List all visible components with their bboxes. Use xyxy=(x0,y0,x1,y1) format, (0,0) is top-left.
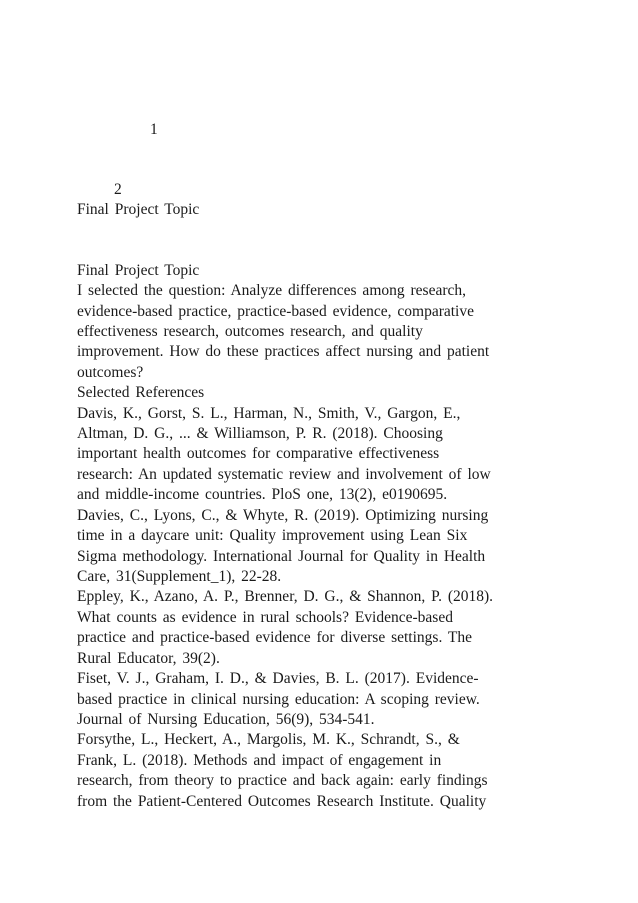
text-line: based practice in clinical nursing education: A scoping review. xyxy=(77,691,480,708)
text-line: effectiveness research, outcomes research, and quality xyxy=(77,323,423,340)
text-line: research, from theory to practice and back again: early findings xyxy=(77,772,488,789)
text-line: Frank, L. (2018). Methods and impact of engagement in xyxy=(77,752,442,769)
text-line: important health outcomes for comparative effectiveness xyxy=(77,445,440,462)
text-line: Sigma methodology. International Journal for Quality in Health xyxy=(77,548,486,565)
page-number-2: 2 xyxy=(114,181,122,198)
text-line: What counts as evidence in rural schools? Evidence-based xyxy=(77,609,453,626)
text-line: Davis, K., Gorst, S. L., Harman, N., Smith, V., Gargon, E., xyxy=(77,405,461,422)
text-line: Fiset, V. J., Graham, I. D., & Davies, B. L. (2017). Evidence- xyxy=(77,670,479,687)
text-line: I selected the question: Analyze differences among research, xyxy=(77,282,466,299)
text-line: Care, 31(Supplement_1), 22-28. xyxy=(77,568,282,585)
text-line: improvement. How do these practices affect nursing and patient xyxy=(77,343,490,360)
text-line: from the Patient-Centered Outcomes Research Institute. Quality xyxy=(77,793,487,810)
text-line: Eppley, K., Azano, A. P., Brenner, D. G., & Shannon, P. (2018). xyxy=(77,588,494,605)
text-line: evidence-based practice, practice-based evidence, comparative xyxy=(77,303,474,320)
text-line: outcomes? xyxy=(77,364,144,381)
text-line: Altman, D. G., ... & Williamson, P. R. (2018). Choosing xyxy=(77,425,443,442)
text-line: practice and practice-based evidence for diverse settings. The xyxy=(77,629,473,646)
text-line: and middle-income countries. PloS one, 13(2), e0190695. xyxy=(77,486,448,503)
text-line: Forsythe, L., Heckert, A., Margolis, M. K., Schrandt, S., & xyxy=(77,731,460,748)
text-line: time in a daycare unit: Quality improvement using Lean Six xyxy=(77,527,468,544)
section-heading: Selected References xyxy=(77,384,205,401)
text-line: Rural Educator, 39(2). xyxy=(77,650,220,667)
text-line: Journal of Nursing Education, 56(9), 534-541. xyxy=(77,711,375,728)
text-line: Davies, C., Lyons, C., & Whyte, R. (2019). Optimizing nursing xyxy=(77,507,489,524)
body-title: Final Project Topic xyxy=(77,262,200,279)
page-number-1: 1 xyxy=(150,121,158,138)
header-title: Final Project Topic xyxy=(77,201,200,218)
text-line: research: An updated systematic review and involvement of low xyxy=(77,466,491,483)
